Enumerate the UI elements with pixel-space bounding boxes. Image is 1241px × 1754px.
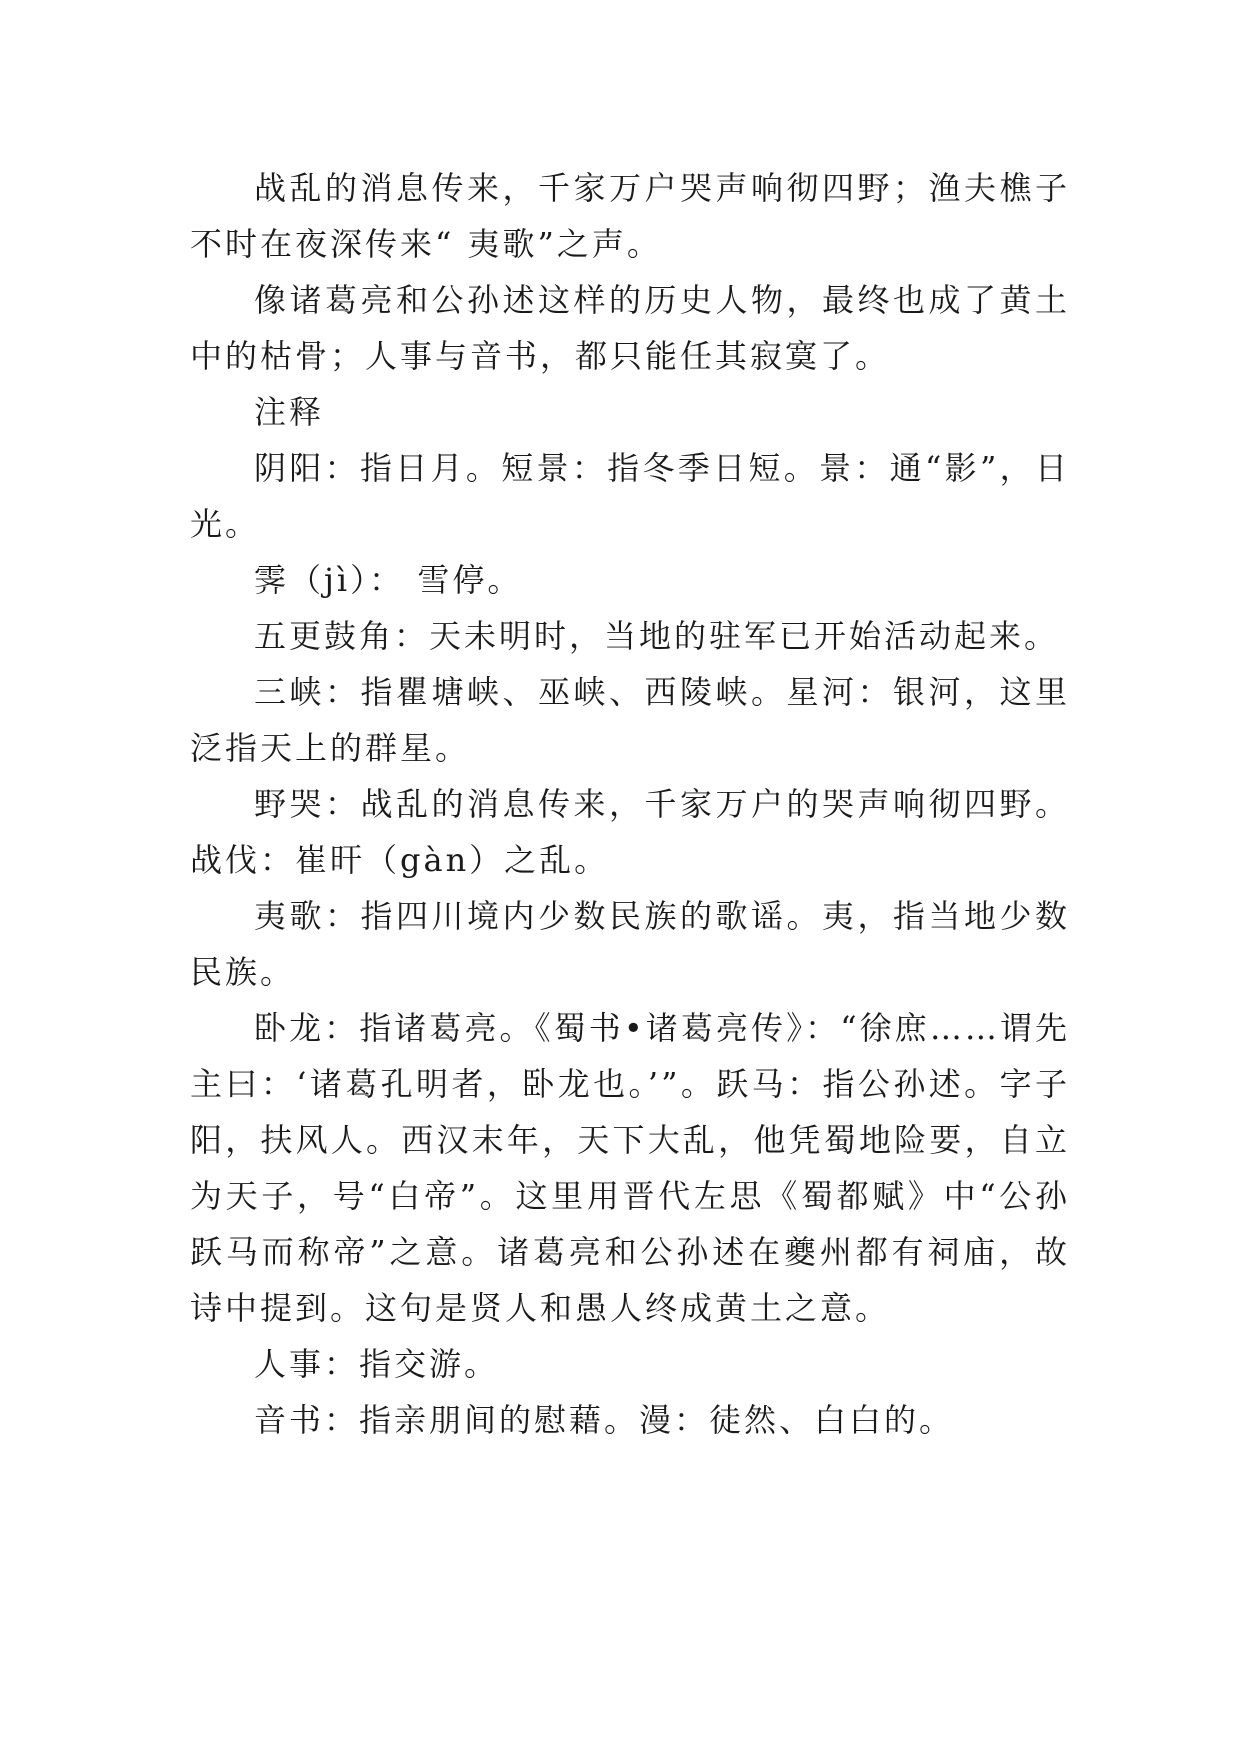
note-renshi: 人事：指交游。 [254, 1345, 500, 1383]
note-sanxia: 三峡：指瞿塘峡、巫峡、西陵峡。星河：银河，这里泛指天上的群星。 [190, 673, 1070, 767]
note-yinshu: 音书：指亲朋间的慰藉。漫：徒然、白白的。 [254, 1401, 955, 1439]
note-wugeng: 五更鼓角：天未明时，当地的驻军已开始活动起来。 [254, 617, 1060, 655]
document-body [190, 160, 1070, 1448]
note-yige: 夷歌：指四川境内少数民族的歌谣。夷，指当地少数民族。 [190, 897, 1070, 991]
note-wolong: 卧龙：指诸葛亮。《蜀书•诸葛亮传》：“徐庶……谓先主曰：‘诸葛孔明者，卧龙也。’”。跃马：指公孙述。字子阳，扶风人。西汉末年，天下大乱，他凭蜀地险要，自立为天子，号“白帝”。这里用晋代左思《蜀都赋》中“公孙跃马而称帝”之意。诸葛亮和公孙述在夔州都有祠庙，故诗中提到。这句是贤人和愚人终成黄土之意。 [190, 1009, 1070, 1327]
note-yinyang: 阴阳：指日月。短景：指冬季日短。景：通“影”，日光。 [190, 449, 1070, 543]
paragraph-war-news: 战乱的消息传来，千家万户哭声响彻四野；渔夫樵子不时在夜深传来“ 夷歌”之声。 [190, 169, 1070, 263]
note-yeku: 野哭：战乱的消息传来，千家万户的哭声响彻四野。战伐：崔旰（gàn）之乱。 [190, 785, 1070, 879]
paragraph-historical-figures: 像诸葛亮和公孙述这样的历史人物，最终也成了黄土中的枯骨；人事与音书，都只能任其寂寞了。 [190, 281, 1070, 375]
note-ji: 霁（jì）： 雪停。 [254, 561, 523, 599]
notes-heading: 注释 [254, 393, 325, 431]
